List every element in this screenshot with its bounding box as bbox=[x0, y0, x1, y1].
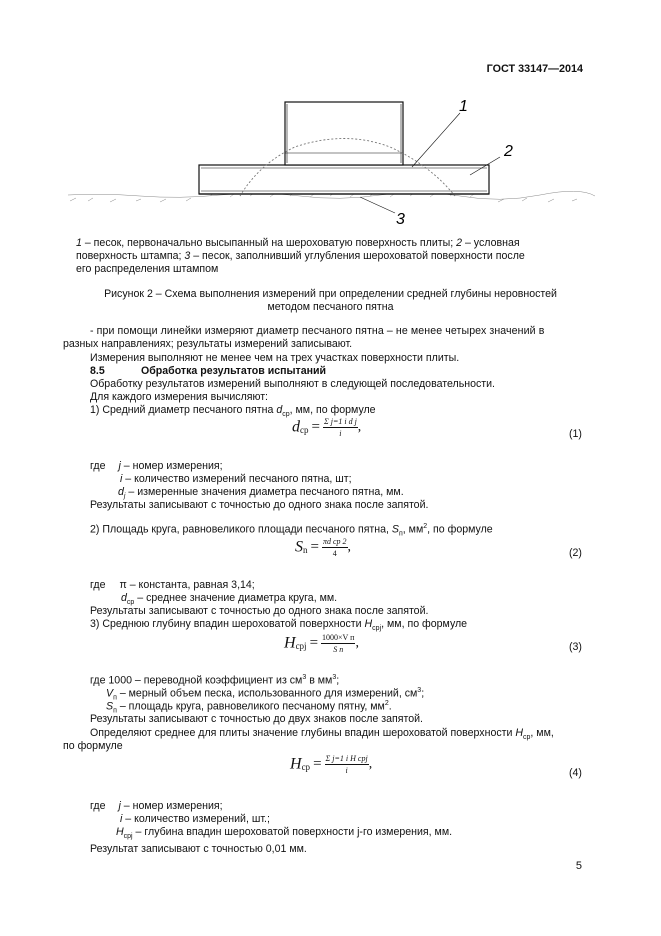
where-1-line-3: $d_j$ – измеренные значения диаметра песчаного пятна, мм. bbox=[118, 486, 404, 501]
figure-caption-line-1: Рисунок 2 – Схема выполнения измерений при определении средней глубины неровностей bbox=[104, 288, 557, 300]
paragraph-2: Измерения выполняют не менее чем на трех участках поверхности плиты. bbox=[90, 352, 460, 364]
where-2-line-2: $d_{ср}$ – среднее значение диаметра круга, мм. bbox=[121, 592, 338, 607]
stamp-handle bbox=[285, 102, 403, 165]
callout-1: 1 bbox=[459, 98, 468, 115]
figure-legend-line-2: поверхность штампа; 3 – песок, заполнивший углубления шероховатой поверхности после bbox=[76, 250, 525, 262]
formula-3-number: (3) bbox=[569, 641, 582, 653]
where-1-line-2: i – количество измерений песчаного пятна, шт; bbox=[120, 473, 352, 485]
formula-2: $S_n$ = $\frac{\text{πd ср 2}}{4}$ , bbox=[295, 537, 352, 558]
callout-3: 3 bbox=[396, 211, 405, 228]
where-4-line-1: где j – номер измерения; bbox=[90, 800, 223, 812]
formula-4-number: (4) bbox=[569, 767, 582, 779]
figure-legend-line-3: его распределения штампом bbox=[76, 263, 219, 275]
where-3-line-1: где 1000 – переводной коэффициент из $см^3$ в $мм^3$; bbox=[90, 674, 340, 687]
section-title: Обработка результатов испытаний bbox=[141, 365, 327, 377]
paragraph-5b: по формуле bbox=[63, 740, 123, 752]
item-3: 3) Среднюю глубину впадин шероховатой поверхности $H_{срj}$, мм, по формуле bbox=[90, 618, 468, 633]
figure-legend-line-1: 1 – песок, первоначально высыпанный на шероховатую поверхность плиты; 2 – условная bbox=[76, 237, 520, 249]
where-4-line-2: i – количество измерений, шт.; bbox=[120, 813, 270, 825]
paragraph-1b: разных направлениях; результаты измерений записывают. bbox=[63, 338, 353, 350]
item-2: 2) Площадь круга, равновеликого площади песчаного пятна, $S_п$, $мм^2$, по формуле bbox=[90, 523, 493, 538]
result-4: Результат записывают с точностью 0,01 мм. bbox=[90, 843, 307, 855]
figure-2-sand-patch-diagram bbox=[60, 95, 600, 230]
where-1-line-1: где j – номер измерения; bbox=[90, 460, 223, 472]
where-2-line-1: где π – константа, равная 3,14; bbox=[90, 579, 255, 591]
callout-2: 2 bbox=[504, 143, 513, 160]
result-1: Результаты записывают с точностью до одного знака после запятой. bbox=[90, 499, 429, 511]
formula-2-number: (2) bbox=[569, 547, 582, 559]
item-1: 1) Средний диаметр песчаного пятна $d_{ср}$, мм, по формуле bbox=[90, 404, 376, 419]
stamp-plate bbox=[199, 165, 489, 194]
where-3-line-2: $V_п$ – мерный объем песка, использованного для измерений, $см^3$; bbox=[106, 687, 425, 702]
paragraph-5a: Определяют среднее для плиты значение глубины впадин шероховатой поверхности $H_{ср}$, мм, bbox=[90, 727, 554, 742]
figure-caption-line-2: методом песчаного пятна bbox=[267, 301, 394, 313]
section-number: 8.5 bbox=[90, 365, 105, 377]
page-number: 5 bbox=[575, 860, 582, 872]
formula-4: $H_{ср}$ = $\frac{\text{Σ j=1 i H срj}}{i}$ , bbox=[290, 754, 373, 775]
formula-3: $H_{срj}$ = $\frac{\text{1000×V п}}{\text{S п}}$ , bbox=[284, 633, 359, 654]
where-4-line-3: $H_{срj}$ – глубина впадин шероховатой поверхности j-го измерения, мм. bbox=[116, 826, 453, 841]
paragraph-3: Обработку результатов измерений выполняют в следующей последовательности. bbox=[90, 378, 495, 390]
where-3-line-3: $S_п$ – площадь круга, равновеликого песчаному пятну, $мм^2$. bbox=[106, 700, 392, 715]
result-2: Результаты записывают с точностью до одного знака после запятой. bbox=[90, 605, 429, 617]
paragraph-1a: - при помощи линейки измеряют диаметр песчаного пятна – не менее четырех значений в bbox=[90, 325, 545, 337]
paragraph-4: Для каждого измерения вычисляют: bbox=[90, 391, 269, 403]
document-header: ГОСТ 33147—2014 bbox=[486, 63, 583, 75]
formula-1: $d_{ср}$ = $\frac{\text{Σ j=1 i d j}}{i}$ , bbox=[292, 417, 362, 438]
result-3: Результаты записывают с точностью до двух знаков после запятой. bbox=[90, 713, 424, 725]
formula-1-number: (1) bbox=[569, 428, 582, 440]
